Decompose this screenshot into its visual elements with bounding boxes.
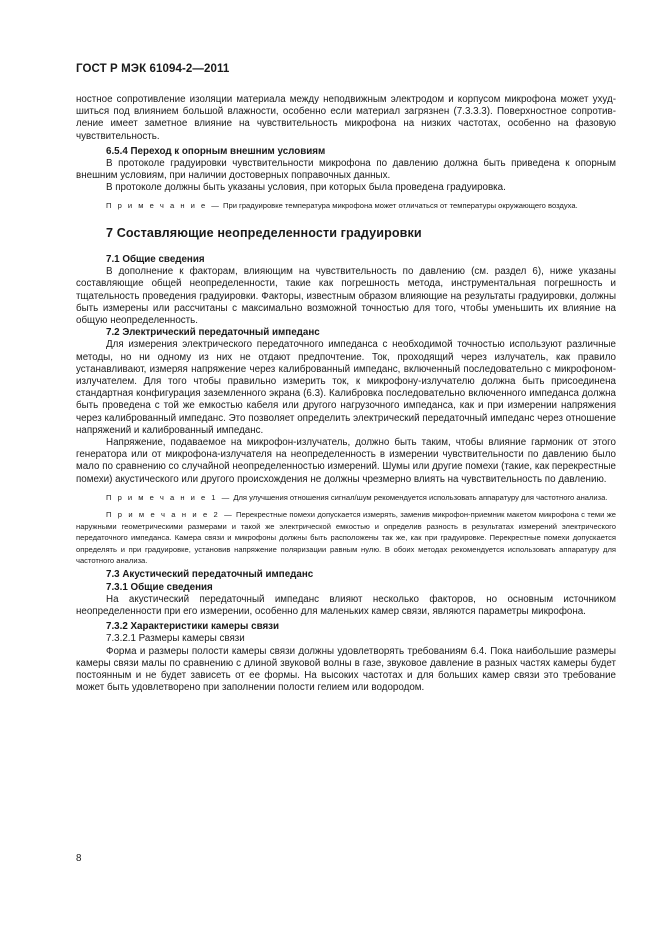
- section-7-1-para-1: В дополнение к факторам, влияющим на чувствительность по давлению (см. раздел 6), ниже указаны составляющие общей неопределенности, такие как погрешность метода, инструментальная погрешность и тщательность проведения градуировки. Факторы, известным образом влияющие на результаты градуировки, должны быть измерены или рассчитаны с максимально возможной точностью для того, чтобы уменьшить их влияние на общую неопределенность.: [76, 266, 616, 327]
- standard-header: ГОСТ Р МЭК 61094-2—2011: [76, 63, 230, 75]
- section-6-5-4-note: [76, 200, 616, 211]
- note-label: П р и м е ч а н и е —: [106, 200, 221, 210]
- section-6-5-4-para-2: В протоколе должны быть указаны условия, при которых была проведена градуировка.: [106, 182, 506, 194]
- section-7-3-2-heading: 7.3.2 Характеристики камеры связи: [106, 621, 280, 633]
- section-7-heading: 7 Составляющие неопределенности градуировки: [106, 226, 422, 241]
- note-text: При градуировке температура микрофона может отличаться от температуры окружающего воздуха.: [220, 200, 578, 210]
- section-7-2-note-1: [76, 492, 616, 503]
- section-7-3-1-para-1: На акустический передаточный импеданс влияют несколько факторов, но основным источником неопределенности при его измерении, особенно для маленьких камер связи, являются параметры микрофона.: [76, 593, 616, 617]
- note-text: Для улучшения отношения сигнал/шум рекомендуется использовать аппаратуру для частотного анализа.: [231, 492, 608, 502]
- section-6-5-4-para-1: В протоколе градуировки чувствительности микрофона по давлению должна быть приведена к опорным внешним условиям, при наличии достоверных поправочных данных.: [76, 158, 616, 182]
- section-7-2-para-2: Напряжение, подаваемое на микрофон-излучатель, должно быть таким, чтобы влияние гармоник от этого генератора или от микрофона-излучателя на неопределенность в измерении чувствительности по давлению было мало по сравнению со случайной неопределенностью измерений. Шумы или другие помехи (такие, как перекрестные помехи) акустического или другого происхождения не должны чрезмерно влиять на чувствительность по давлению.: [76, 437, 616, 485]
- continued-paragraph: ностное сопротивление изоляции материала между неподвижным электродом и корпусом микрофона может ухудшиться под влиянием большой влажности, особенно если материал загрязнен (7.3.3.3). Поверхностное сопротивление имеет заметное влияние на чувствительность микрофона на низких частотах, особенно на фазовую чувствительность.: [76, 94, 616, 142]
- section-7-2-para-1: Для измерения электрического передаточного импеданса с необходимой точностью используют различные методы, но ни одному из них не отдают предпочтение. Ток, проходящий через излучатель, как правило устанавливают, измеряя напряжение через калиброванный импеданс, включенный последовательно с микрофоном-излучателем. Для того чтобы правильно измерить ток, к микрофону-излучателю должна быть присоединена стандартная конфигурация заземленного экрана (6.3). Калибровка последовательно включенного импеданса должна быть проведена с той же емкостью кабеля или другого нагрузочного импеданса, как и при измерении напряжения через калиброванный импеданс. Это позволяет определить электрический передаточный импеданс через отношение напряжений и калиброванный импеданс.: [76, 339, 616, 436]
- note-label: П р и м е ч а н и е 2 —: [106, 510, 234, 520]
- note-text: Перекрестные помехи допускается измерять, заменив микрофон-приемник макетом микрофона с теми же наружными геометрическими размерами и такой же электрической емкостью и определив разность в результатах измерений электрического передаточного импеданса. Камера связи и микрофоны должны быть расположены так же, как при градуировке. Перекрестные помехи допускается определять и при градуировке, установив напряжение поляризации равным нулю. В обоих методах рекомендуется использовать аппаратуру для частотного анализа.: [76, 510, 617, 565]
- section-7-2-note-2: [76, 509, 616, 566]
- section-6-5-4-heading: 6.5.4 Переход к опорным внешним условиям: [106, 145, 326, 157]
- page-number: 8: [76, 853, 82, 864]
- section-7-3-2-1-para-1: Форма и размеры полости камеры связи должны удовлетворять требованиям 6.4. Пока наибольшие размеры камеры связи малы по сравнению с длиной звуковой волны в газе, звуковое давление в разных частях камеры будет постоянным и не будет зависеть от ее формы. На высоких частотах и для больших камер связи это требование может быть удовлетворено при заполнении полости гелием или водородом.: [76, 645, 616, 694]
- section-7-3-heading: 7.3 Акустический передаточный импеданс: [106, 569, 314, 581]
- section-7-3-2-1-heading: 7.3.2.1 Размеры камеры связи: [106, 633, 245, 645]
- section-7-3-1-heading: 7.3.1 Общие сведения: [106, 581, 213, 593]
- note-label: П р и м е ч а н и е 1 —: [106, 492, 232, 502]
- section-7-1-heading: 7.1 Общие сведения: [106, 254, 205, 266]
- section-7-2-heading: 7.2 Электрический передаточный импеданс: [106, 327, 320, 339]
- page-content: [76, 94, 616, 694]
